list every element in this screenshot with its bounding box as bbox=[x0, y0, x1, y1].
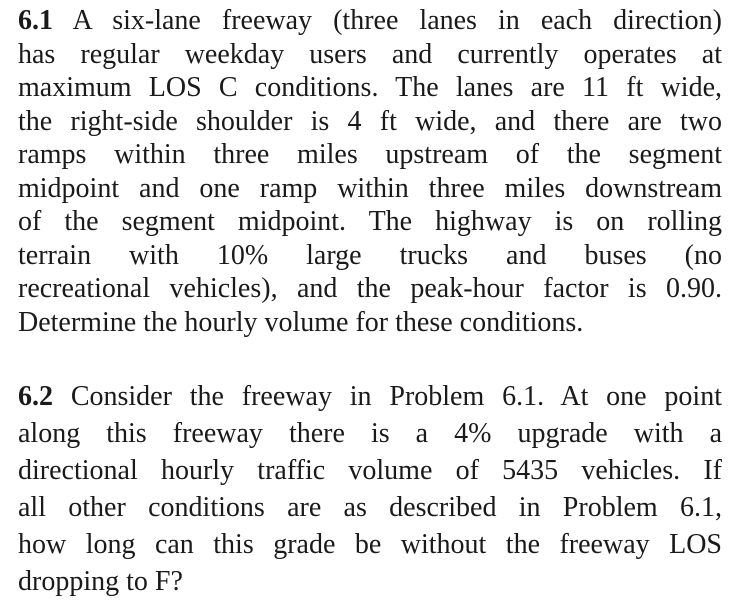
problem-line: the right-side shoulder is 4 ft wide, and there are two bbox=[18, 105, 722, 137]
problem-line: of the segment midpoint. The highway is on rolling bbox=[18, 206, 722, 237]
problem-line: dropping to F? bbox=[18, 566, 183, 597]
problem-line: ramps within three miles upstream of the segment bbox=[18, 139, 722, 170]
problem-line: maximum LOS C conditions. The lanes are 11 ft wide, bbox=[18, 72, 722, 103]
problem-line: 6.1 A six-lane freeway (three lanes in each direction) bbox=[18, 5, 722, 36]
problem-line: directional hourly traffic volume of 5435 vehicles. If bbox=[18, 455, 722, 486]
problem-line: how long can this grade be without the freeway LOS bbox=[18, 529, 722, 560]
problem-line: 6.2 Consider the freeway in Problem 6.1. At one point bbox=[18, 381, 722, 412]
problem-line: recreational vehicles), and the peak-hour factor is 0.90. bbox=[18, 273, 722, 304]
problem-line: has regular weekday users and currently operates at bbox=[18, 38, 722, 70]
problem-number: 6.1 bbox=[18, 5, 53, 36]
problem-line: terrain with 10% large trucks and buses (no bbox=[18, 239, 722, 271]
problem-line: along this freeway there is a 4% upgrade with a bbox=[18, 418, 722, 449]
problem-line: Determine the hourly volume for these conditions. bbox=[18, 306, 584, 338]
problem-line: all other conditions are as described in Problem 6.1, bbox=[18, 492, 722, 523]
problem-number: 6.2 bbox=[18, 381, 53, 412]
problem-6-2 bbox=[18, 378, 722, 600]
problem-line: midpoint and one ramp within three miles downstream bbox=[18, 172, 722, 204]
problem-6-1 bbox=[18, 4, 722, 339]
